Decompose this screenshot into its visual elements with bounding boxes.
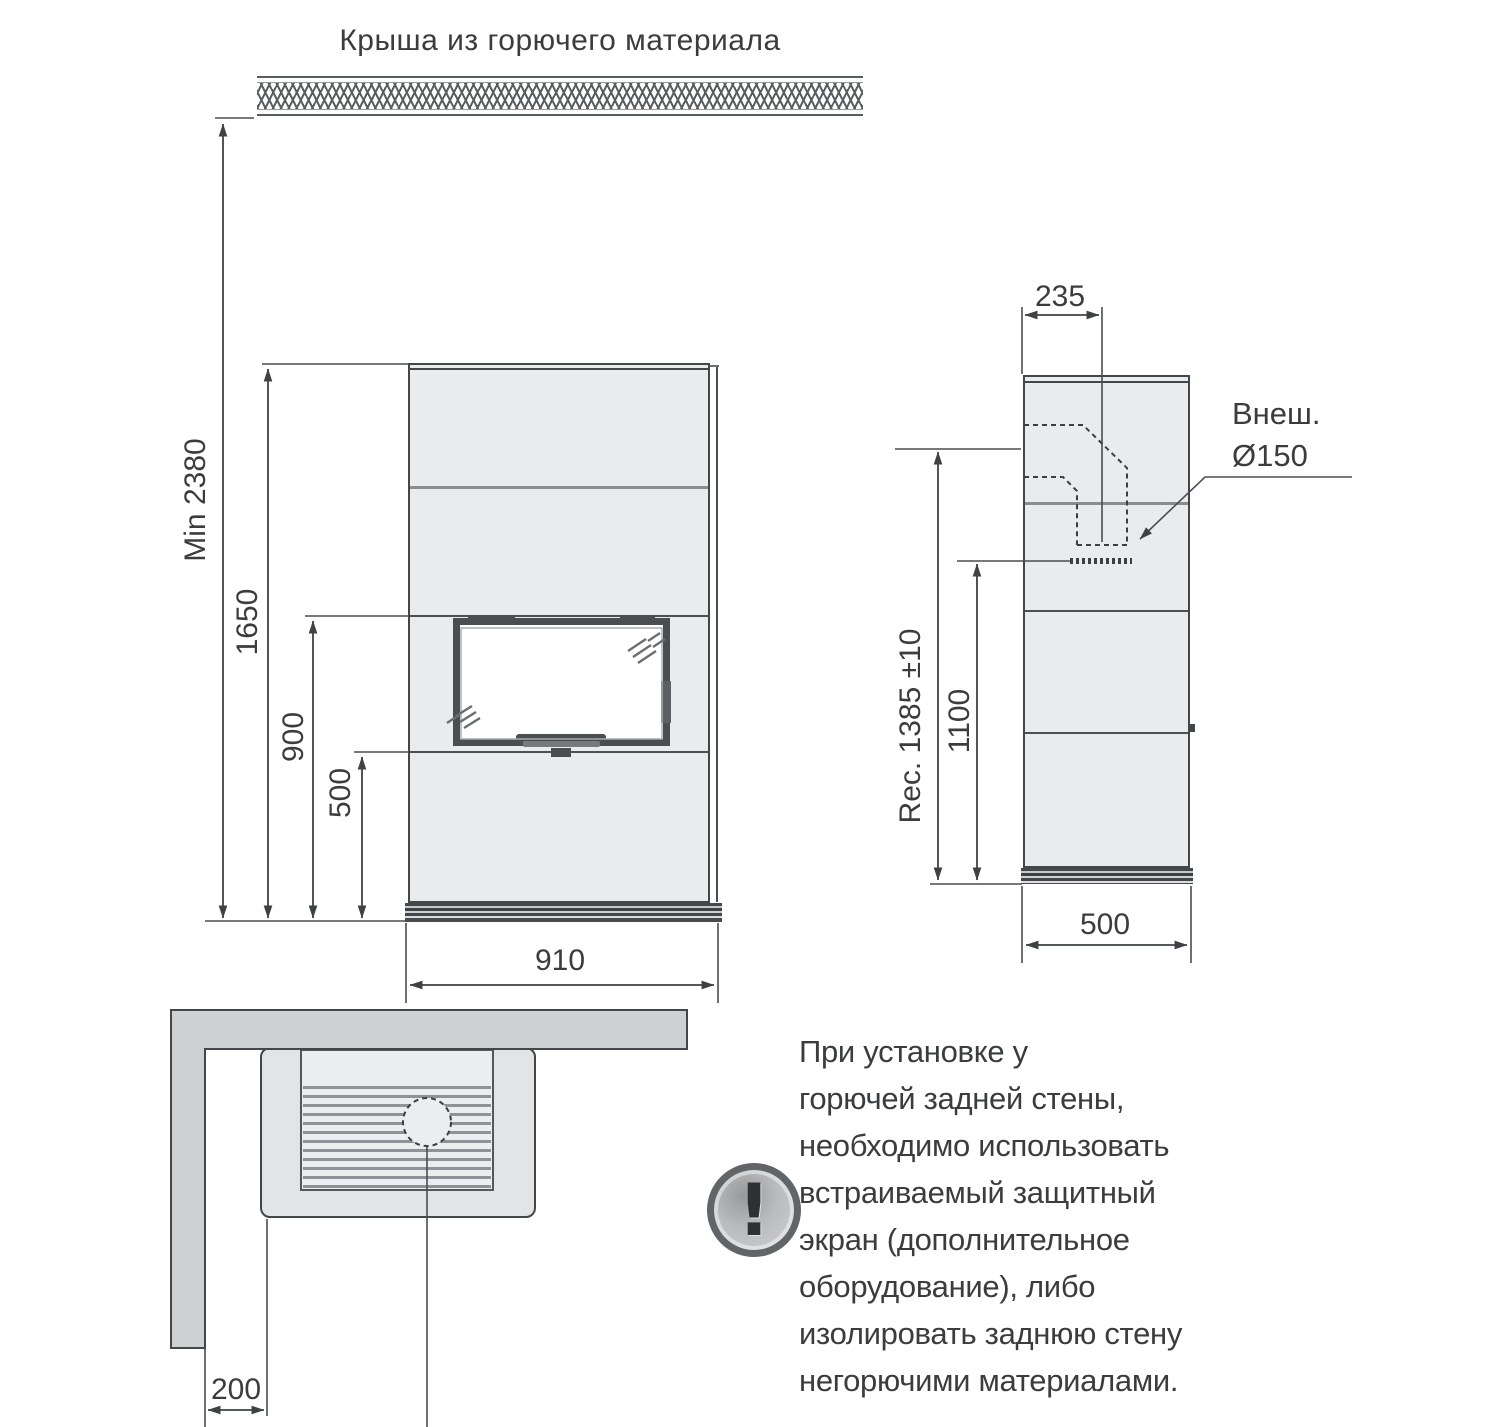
warning-line: необходимо использовать — [799, 1128, 1170, 1163]
dim-label-500-front: 500 — [324, 767, 357, 819]
dim-label-min2380: Min 2380 — [179, 438, 212, 562]
glass-reflection-bottom-left — [447, 706, 480, 728]
dim-label-235: 235 — [1034, 280, 1086, 313]
roof-label: Крыша из горючего материала — [339, 24, 781, 57]
warning-line: встраиваемый защитный — [799, 1175, 1156, 1210]
dim-label-rec1385: Rec. 1385 ±10 — [894, 628, 927, 824]
dim-label-910: 910 — [534, 944, 586, 977]
dim-label-900: 900 — [277, 711, 310, 763]
flue-duct-lower-dashed — [1024, 477, 1077, 545]
warning-line: горючей задней стены, — [799, 1081, 1125, 1116]
flue-duct-upper-dashed — [1024, 425, 1127, 545]
dim-label-200: 200 — [210, 1373, 262, 1406]
topview-wall — [171, 1010, 687, 1348]
dim-label-1650: 1650 — [231, 588, 264, 656]
warning-line: При установке у — [799, 1034, 1028, 1069]
flue-outlet-circle — [403, 1098, 451, 1146]
warning-line: оборудование), либо — [799, 1269, 1096, 1304]
warning-text — [799, 1028, 1182, 1404]
flue-label-line1: Внеш. — [1232, 396, 1321, 431]
flue-label-line2: Ø150 — [1232, 438, 1308, 473]
warning-line: негорючими материалами. — [799, 1363, 1179, 1398]
exclamation-glyph: ! — [737, 1168, 771, 1252]
door-glass-outline — [461, 628, 662, 739]
dim-label-1100: 1100 — [943, 688, 976, 754]
warning-line: изолировать заднюю стену — [799, 1316, 1183, 1351]
flue-label-leader — [1140, 477, 1352, 539]
dim-label-500-side: 500 — [1079, 908, 1131, 941]
warning-line: экран (дополнительное — [799, 1222, 1130, 1257]
glass-reflection-top-right — [628, 633, 665, 663]
flue-label — [1232, 393, 1321, 477]
exclamation-icon — [707, 1163, 801, 1257]
